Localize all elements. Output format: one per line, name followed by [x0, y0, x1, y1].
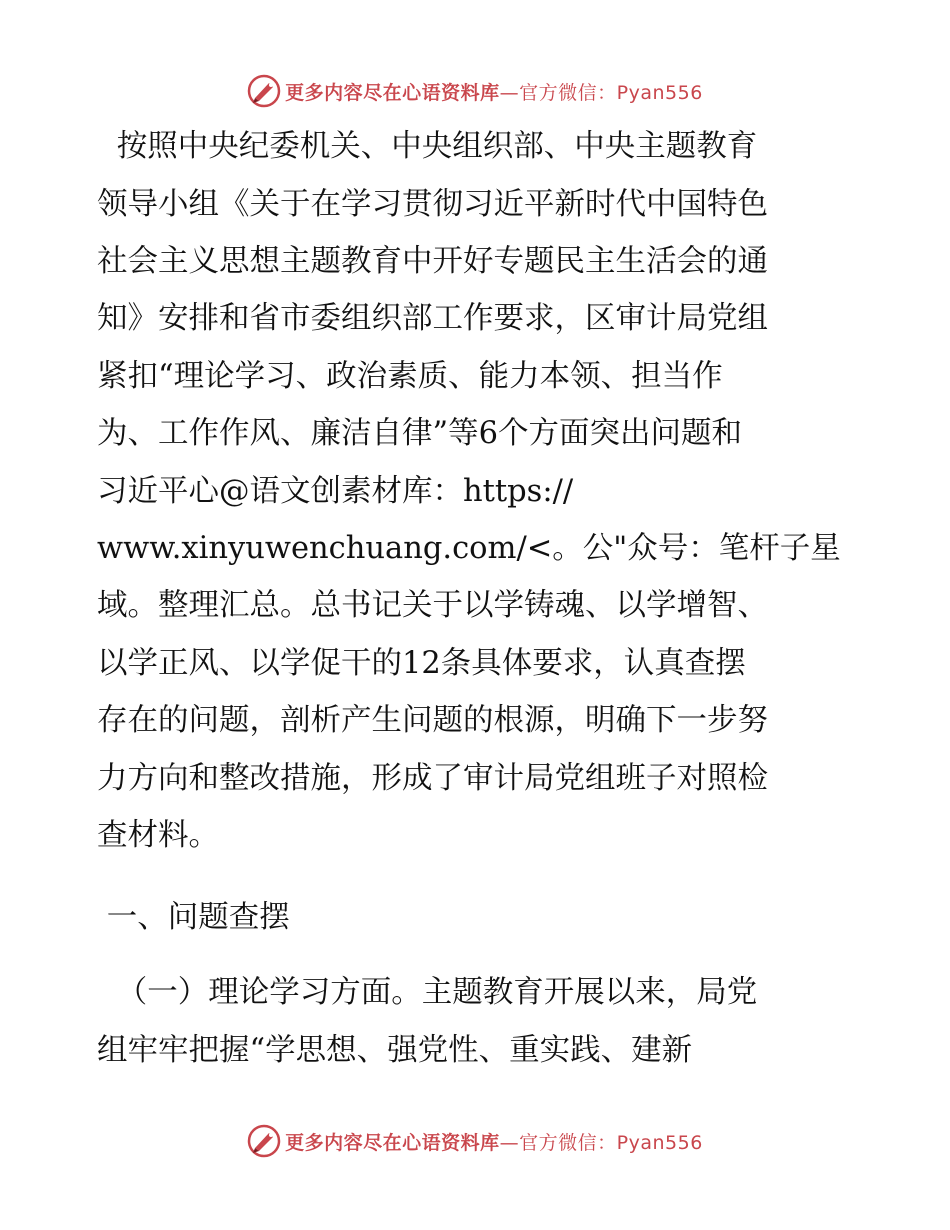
document-line: 领导小组《关于在学习贯彻习近平新时代中国特色 — [97, 187, 768, 222]
watermark-wechat: 官方微信：Pyan556 — [519, 81, 703, 104]
watermark-text — [285, 1128, 703, 1155]
pen-seal-logo-icon — [247, 1124, 281, 1158]
watermark-separator: — — [499, 81, 520, 104]
document-line: （一）理论学习方面。主题教育开展以来，局党 — [107, 975, 758, 1010]
document-line: 以学正风、以学促干的12条具体要求，认真查摆 — [97, 646, 746, 681]
header-watermark — [0, 71, 950, 111]
document-line: 域。整理汇总。总书记关于以学铸魂、以学增智、 — [97, 588, 768, 623]
document-line: 社会主义思想主题教育中开好专题民主生活会的通 — [97, 244, 768, 279]
document-line: 习近平心@语文创素材库：https:// — [97, 474, 574, 509]
watermark-text — [285, 78, 703, 105]
watermark-main-text: 更多内容尽在心语资料库 — [285, 1131, 500, 1154]
watermark-wechat: 官方微信：Pyan556 — [519, 1131, 703, 1154]
document-line: 知》安排和省市委组织部工作要求，区审计局党组 — [97, 301, 768, 336]
section-heading: 一、问题查摆 — [97, 900, 290, 935]
document-line: 力方向和整改措施，形成了审计局党组班子对照检 — [97, 761, 768, 796]
document-line: www.xinyuwenchuang.com/<。公"众号：笔杆子星 — [97, 531, 841, 566]
watermark-separator: — — [499, 1131, 520, 1154]
watermark-main-text: 更多内容尽在心语资料库 — [285, 81, 500, 104]
document-line: 为、工作作风、廉洁自律”等6个方面突出问题和 — [97, 416, 742, 451]
document-line: 紧扣“理论学习、政治素质、能力本领、担当作 — [97, 359, 723, 394]
pen-seal-logo-icon — [247, 74, 281, 108]
document-line: 存在的问题，剖析产生问题的根源，明确下一步努 — [97, 703, 768, 738]
footer-watermark — [0, 1121, 950, 1161]
document-line: 查材料。 — [97, 818, 219, 853]
document-line: 组牢牢把握“学思想、强党性、重实践、建新 — [97, 1033, 693, 1068]
document-line: 按照中央纪委机关、中央组织部、中央主题教育 — [107, 129, 758, 164]
